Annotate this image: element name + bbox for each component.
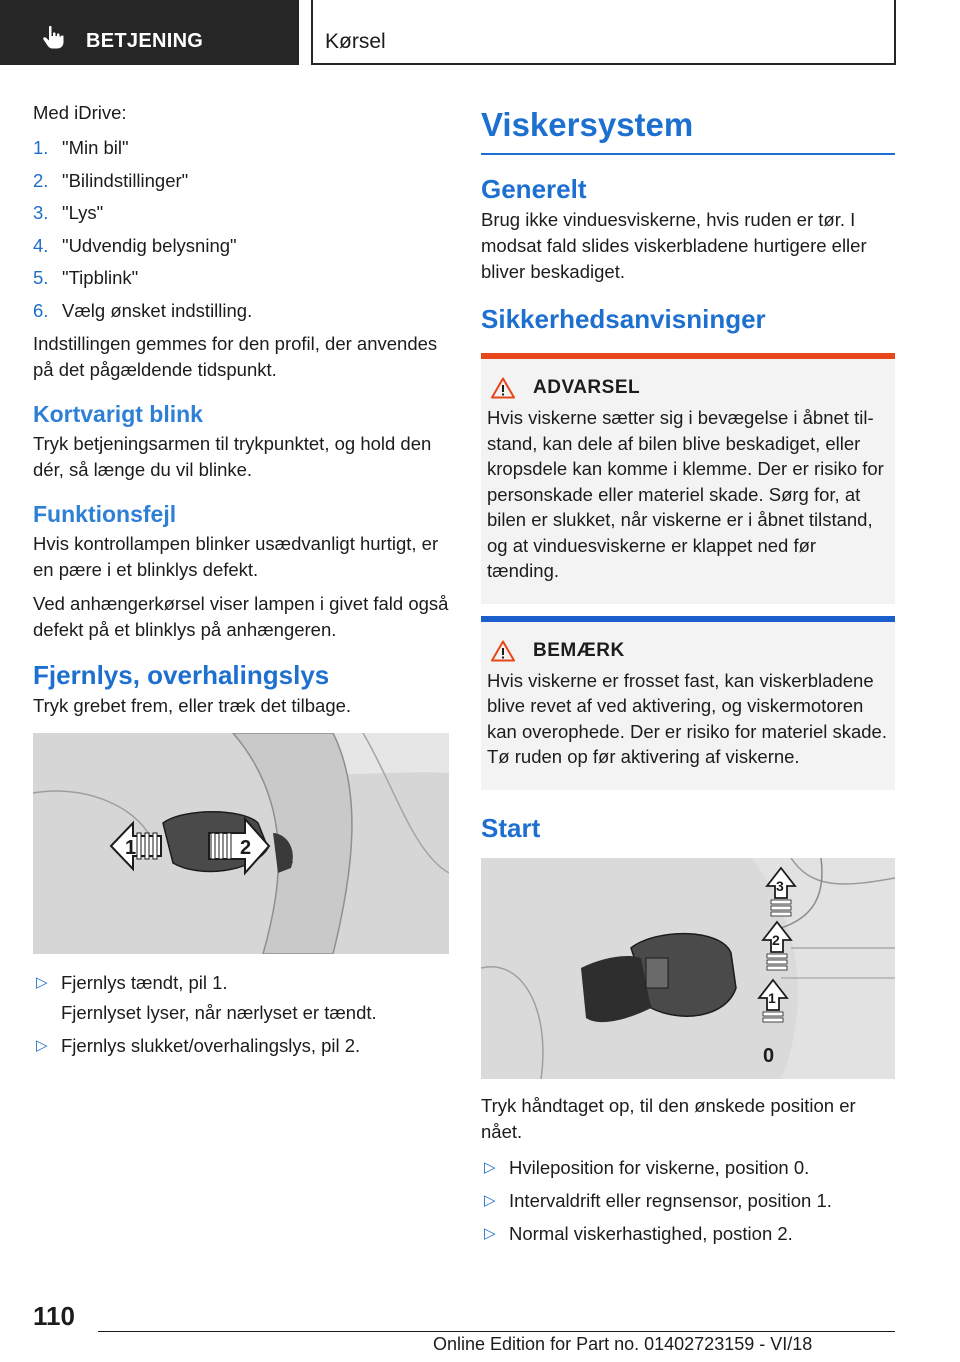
warning-label: ADVARSEL: [533, 377, 641, 398]
right-column: [481, 100, 895, 1250]
list-item: ▷ Fjernlys slukket/overhalingslys, pil 2.: [36, 1035, 361, 1056]
left-column: [33, 100, 449, 1061]
caution-triangle-icon: [491, 640, 515, 662]
page-number: 110: [33, 1301, 75, 1331]
list-item: 3. "Lys": [33, 202, 104, 223]
list-item: 5. "Tipblink": [33, 267, 139, 288]
viskersystem-title: Viskersystem: [481, 103, 895, 155]
funktionsfejl-text-2: Ved anhængerkørsel viser lampen i givet fald også defekt på et blinklys på anhængeren.: [33, 593, 449, 640]
list-item: ▷ Normal viskerhastighed, postion 2.: [484, 1222, 793, 1244]
list-item: ▷ Intervaldrift eller regnsensor, position 1.: [484, 1189, 832, 1211]
position-label-2: 2: [772, 931, 780, 948]
warning-text: Hvis viskerne sætter sig i bevægelse i åbnet tilstand, kan dele af bilen blive beskadiget, eller kropsdele kan komme i klemme. Der er risiko for personskade eller materiel skade. Sørg for, at bilen er slukket, når viskerne er i åbnet tilstand, og at vinduesviskerne er klappet ned før tænding.: [487, 407, 884, 581]
fjernlys-heading: Fjernlys, overhalingslys: [33, 660, 330, 690]
high-beam-list: [33, 968, 449, 1061]
list-item: 4. "Udvendig belysning": [33, 234, 237, 256]
hand-pointer-icon: [40, 24, 66, 50]
fjernlys-text: Tryk grebet frem, eller træk det tilbage.: [33, 695, 352, 716]
high-beam-lever-illustration: [33, 733, 449, 954]
note-box: [481, 616, 895, 790]
settings-saved-text: Indstillingen gemmes for den profil, der anvendes på det pågældende tidspunkt.: [33, 333, 438, 380]
kortvarigt-blink-text: Tryk betjeningsarmen til trykpunktet, og hold den dér, så længe du vil blinke.: [33, 433, 432, 480]
section-header: [0, 0, 299, 65]
generelt-text: Brug ikke vinduesviskerne, hvis ruden er tør. I modsat fald slides viskerbladene hurtigere eller bliver beskadiget.: [481, 209, 867, 282]
edition-text: Online Edition for Part no. 01402723159 - VI/18: [433, 1334, 813, 1354]
funktionsfejl-heading: Funktionsfejl: [33, 501, 177, 527]
list-item-detail: Fjernlyset lyser, når nærlyset er tændt.: [61, 1002, 377, 1023]
warning-box: [481, 353, 895, 604]
position-label-3: 3: [776, 877, 784, 894]
list-item: 6. Vælg ønsket indstilling.: [33, 299, 253, 321]
list-item: 2. "Bilindstillinger": [33, 169, 189, 191]
list-item: ▷ Hvileposition for viskerne, position 0.: [484, 1156, 810, 1178]
start-heading: Start: [481, 812, 541, 843]
note-header: [487, 640, 887, 662]
arrow-label-1: 1: [125, 837, 137, 859]
start-text: Tryk håndtaget op, til den ønskede position er nået.: [481, 1094, 856, 1142]
chapter-header-frame: [311, 0, 896, 65]
generelt-heading: Generelt: [481, 174, 587, 204]
note-text: Hvis viskerne er frosset fast, kan viskerbladene blive revet af ved aktivering, og viskermotoren kan overophede. Der er risiko for materiel skade. Tø ruden op før aktivering af viskerne.: [487, 669, 887, 767]
sikkerhed-heading: Sikkerhedsanvisninger: [481, 304, 766, 334]
wiper-positions-list: [481, 1151, 895, 1250]
chapter-title: Kørsel: [325, 30, 386, 53]
section-title: BETJENING: [86, 30, 204, 52]
wiper-lever-illustration: [481, 858, 895, 1079]
idrive-intro: Med iDrive:: [33, 102, 127, 123]
funktionsfejl-text-1: Hvis kontrollampen blinker usædvanligt hurtigt, er en pære i et blinklys defekt.: [33, 533, 439, 580]
warning-header: [487, 377, 887, 399]
footer-divider: [98, 1331, 895, 1332]
idrive-steps: [33, 132, 449, 327]
list-item: 1. "Min bil": [33, 137, 129, 158]
list-item: ▷ Fjernlys tændt, pil 1.: [36, 972, 228, 993]
arrow-label-2: 2: [240, 837, 252, 859]
note-label: BEMÆRK: [533, 639, 625, 661]
position-label-1: 1: [768, 989, 776, 1006]
kortvarigt-blink-heading: Kortvarigt blink: [33, 401, 203, 427]
warning-triangle-icon: [491, 377, 515, 399]
position-label-0: 0: [763, 1044, 775, 1067]
